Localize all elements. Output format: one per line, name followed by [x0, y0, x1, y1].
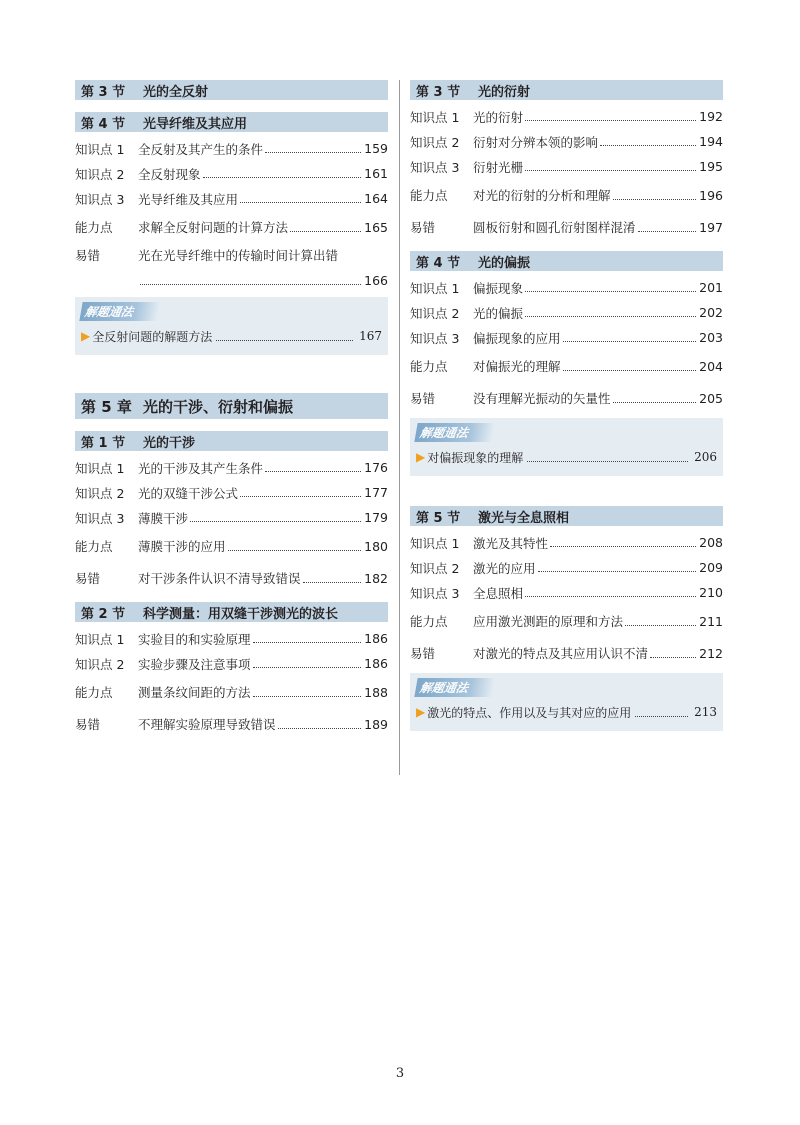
- entry-page: 188: [364, 684, 388, 700]
- entry-label: 知识点 2: [410, 305, 460, 321]
- toc-entry[interactable]: [75, 186, 388, 211]
- triangle-bullet-icon: ▶: [416, 450, 426, 464]
- left-column: [75, 80, 388, 740]
- toc-entry[interactable]: [75, 455, 388, 480]
- entry-title: 光在光导纤维中的传输时间计算出错: [138, 248, 339, 263]
- dot-leader: [638, 231, 696, 232]
- entry-page: 182: [364, 570, 388, 586]
- entry-page: 203: [699, 330, 723, 345]
- dot-leader: [203, 177, 361, 178]
- method-box: [410, 673, 723, 731]
- entry-title: 衍射对分辨本领的影响: [473, 134, 599, 150]
- dot-leader: [563, 370, 696, 371]
- dot-leader: [650, 657, 696, 658]
- toc-entry[interactable]: [75, 676, 388, 708]
- entry-page: 192: [699, 109, 723, 124]
- triangle-bullet-icon: ▶: [416, 705, 426, 719]
- dot-leader: [527, 461, 688, 462]
- toc-entry[interactable]: [75, 562, 388, 594]
- entry-label: 易错: [410, 646, 436, 661]
- toc-entry[interactable]: [410, 325, 723, 350]
- entry-title: 测量条纹间距的方法: [138, 685, 251, 700]
- entry-title: 对光的衍射的分析和理解: [473, 188, 611, 203]
- dot-leader: [265, 152, 361, 153]
- dot-leader: [240, 202, 361, 203]
- entry-page: 186: [364, 631, 388, 646]
- entry-page: 197: [699, 219, 723, 235]
- section-header: [410, 251, 723, 271]
- toc-entry[interactable]: [410, 104, 723, 129]
- toc-entry[interactable]: [410, 605, 723, 637]
- entry-page: 195: [699, 159, 723, 174]
- entry-title: 全反射现象: [138, 166, 201, 182]
- dot-leader: [240, 496, 361, 497]
- entry-page: 196: [699, 187, 723, 203]
- section-header: [410, 80, 723, 100]
- toc-entry[interactable]: [410, 350, 723, 382]
- toc-entry[interactable]: [410, 382, 723, 414]
- toc-entry[interactable]: [410, 580, 723, 605]
- entry-label: 知识点 2: [410, 134, 460, 150]
- method-tag: 解题通法: [79, 302, 160, 321]
- entry-label: 知识点 3: [75, 191, 125, 207]
- toc-entry[interactable]: [75, 136, 388, 161]
- section-title: 光的衍射: [478, 84, 531, 100]
- method-title: 对偏振现象的理解: [427, 450, 524, 465]
- entry-page: 177: [364, 485, 388, 500]
- dot-leader: [600, 145, 696, 146]
- entry-label: 知识点 1: [75, 141, 125, 157]
- section-number: 第 3 节: [416, 84, 461, 100]
- dot-leader: [525, 170, 696, 171]
- toc-entry[interactable]: [75, 211, 388, 243]
- toc-entry[interactable]: [410, 154, 723, 179]
- entry-label: 能力点: [75, 685, 113, 700]
- toc-entry[interactable]: [75, 651, 388, 676]
- entry-page: 186: [364, 656, 388, 671]
- entry-title: 衍射光栅: [473, 159, 524, 175]
- entry-label: 知识点 1: [410, 109, 460, 125]
- dot-leader: [253, 667, 361, 668]
- toc-entry[interactable]: [75, 708, 388, 740]
- entry-page: 205: [699, 390, 723, 406]
- toc-entry[interactable]: [75, 161, 388, 186]
- entry-title: 不理解实验原理导致错误: [138, 717, 276, 732]
- dot-leader: [525, 596, 696, 597]
- entry-label: 知识点 2: [75, 656, 125, 672]
- toc-entry[interactable]: [410, 555, 723, 580]
- method-page: 213: [694, 705, 717, 719]
- method-page: 167: [359, 329, 382, 343]
- dot-leader: [265, 471, 361, 472]
- entry-title: 光的双缝干涉公式: [138, 485, 239, 501]
- entry-label: 易错: [410, 391, 436, 406]
- dot-leader: [253, 642, 361, 643]
- toc-entry[interactable]: [75, 243, 388, 293]
- entry-page: 209: [699, 560, 723, 575]
- dot-leader: [278, 728, 361, 729]
- entry-page: 180: [364, 538, 388, 554]
- entry-title: 全反射及其产生的条件: [138, 141, 264, 157]
- entry-label: 知识点 2: [410, 560, 460, 576]
- section-header: [75, 112, 388, 132]
- right-column: [410, 80, 723, 731]
- entry-title: 实验步骤及注意事项: [138, 656, 251, 672]
- entry-label: 知识点 1: [410, 280, 460, 296]
- method-entry[interactable]: [81, 325, 382, 347]
- toc-entry[interactable]: [410, 530, 723, 555]
- method-title: 全反射问题的解题方法: [92, 329, 213, 344]
- section-title: 光的干涉: [143, 435, 196, 451]
- section-number: 第 2 节: [81, 606, 126, 622]
- section-number: 第 4 节: [81, 116, 126, 132]
- entry-page: 164: [364, 191, 388, 206]
- dot-leader: [613, 199, 696, 200]
- entry-label: 能力点: [410, 359, 448, 374]
- method-page: 206: [694, 450, 717, 464]
- entry-label: 知识点 3: [410, 330, 460, 346]
- entry-title: 薄膜干涉的应用: [138, 539, 226, 554]
- section-number: 第 3 节: [81, 84, 126, 100]
- entry-label: 能力点: [410, 188, 448, 203]
- entry-title: 没有理解光振动的矢量性: [473, 391, 611, 406]
- entry-label: 能力点: [75, 220, 113, 235]
- method-box: [410, 418, 723, 476]
- entry-label: 知识点 1: [75, 631, 125, 647]
- entry-page: 202: [699, 305, 723, 320]
- section-number: 第 1 节: [81, 435, 126, 451]
- section-title: 科学测量：用双缝干涉测光的波长: [143, 606, 339, 622]
- entry-title: 光的干涉及其产生条件: [138, 460, 264, 476]
- section-title: 光的全反射: [143, 84, 209, 100]
- entry-title: 实验目的和实验原理: [138, 631, 251, 647]
- entry-page: 212: [699, 645, 723, 661]
- dot-leader: [228, 550, 361, 551]
- entry-page: 201: [699, 280, 723, 295]
- toc-entry[interactable]: [410, 129, 723, 154]
- entry-title: 求解全反射问题的计算方法: [138, 220, 289, 235]
- entry-label: 知识点 1: [75, 460, 125, 476]
- chapter-number: 第 5 章: [81, 397, 132, 416]
- entry-title: 偏振现象的应用: [473, 330, 561, 346]
- entry-title: 偏振现象: [473, 280, 524, 296]
- column-divider: [399, 80, 400, 775]
- entry-page: 176: [364, 460, 388, 475]
- entry-page: 161: [364, 166, 388, 181]
- entry-title: 激光的应用: [473, 560, 536, 576]
- entry-label: 知识点 3: [75, 510, 125, 526]
- dot-leader: [216, 340, 353, 341]
- entry-page: 210: [699, 585, 723, 600]
- method-box: [75, 297, 388, 355]
- entry-title: 圆板衍射和圆孔衍射图样混淆: [473, 220, 636, 235]
- toc-entry[interactable]: [75, 626, 388, 651]
- section-header: [75, 80, 388, 100]
- method-tag: 解题通法: [414, 423, 495, 442]
- toc-entry[interactable]: [75, 505, 388, 530]
- chapter-title: 光的干涉、衍射和偏振: [143, 397, 294, 416]
- entry-label: 知识点 1: [410, 535, 460, 551]
- section-number: 第 4 节: [416, 255, 461, 271]
- entry-title: 对干涉条件认识不清导致错误: [138, 571, 301, 586]
- section-title: 激光与全息照相: [478, 510, 570, 526]
- toc-entry[interactable]: [410, 179, 723, 211]
- dot-leader: [525, 316, 696, 317]
- entry-label: 知识点 2: [75, 485, 125, 501]
- dot-leader: [190, 521, 361, 522]
- entry-label: 知识点 2: [75, 166, 125, 182]
- entry-page: 159: [364, 141, 388, 156]
- entry-title: 对偏振光的理解: [473, 359, 561, 374]
- section-header: [75, 431, 388, 451]
- entry-label: 易错: [410, 220, 436, 235]
- entry-label: 知识点 3: [410, 585, 460, 601]
- entry-page: 165: [364, 219, 388, 235]
- dot-leader: [140, 284, 361, 285]
- method-tag: 解题通法: [414, 678, 495, 697]
- dot-leader: [538, 571, 696, 572]
- entry-page: 194: [699, 134, 723, 149]
- dot-leader: [303, 582, 361, 583]
- toc-entry[interactable]: [75, 480, 388, 505]
- entry-page: 211: [699, 613, 723, 629]
- method-entry[interactable]: [416, 701, 717, 723]
- entry-title: 光导纤维及其应用: [138, 191, 239, 207]
- dot-leader: [563, 341, 696, 342]
- entry-page: 166: [364, 272, 388, 288]
- entry-label: 易错: [75, 248, 101, 263]
- section-title: 光导纤维及其应用: [143, 116, 248, 132]
- entry-title: 应用激光测距的原理和方法: [473, 614, 624, 629]
- entry-page: 204: [699, 358, 723, 374]
- entry-page: 208: [699, 535, 723, 550]
- dot-leader: [550, 546, 696, 547]
- dot-leader: [525, 291, 696, 292]
- toc-entry[interactable]: [410, 637, 723, 669]
- entry-label: 知识点 3: [410, 159, 460, 175]
- dot-leader: [525, 120, 696, 121]
- toc-entry[interactable]: [410, 211, 723, 243]
- entry-page: 179: [364, 510, 388, 525]
- entry-label: 能力点: [410, 614, 448, 629]
- entry-label: 易错: [75, 717, 101, 732]
- entry-title: 光的偏振: [473, 305, 524, 321]
- entry-title: 薄膜干涉: [138, 510, 189, 526]
- dot-leader: [253, 696, 361, 697]
- chapter-header: [75, 393, 388, 419]
- entry-title: 对激光的特点及其应用认识不清: [473, 646, 649, 661]
- section-header: [75, 602, 388, 622]
- dot-leader: [613, 402, 696, 403]
- dot-leader: [290, 231, 361, 232]
- method-entry[interactable]: [416, 446, 717, 468]
- entry-label: 能力点: [75, 539, 113, 554]
- entry-title: 激光及其特性: [473, 535, 549, 551]
- toc-entry[interactable]: [410, 275, 723, 300]
- dot-leader: [635, 716, 688, 717]
- triangle-bullet-icon: ▶: [81, 329, 91, 343]
- toc-entry[interactable]: [75, 530, 388, 562]
- method-title: 激光的特点、作用以及与其对应的应用: [427, 705, 632, 720]
- dot-leader: [625, 625, 696, 626]
- page-number: 3: [395, 1066, 405, 1081]
- toc-entry[interactable]: [410, 300, 723, 325]
- entry-label: 易错: [75, 571, 101, 586]
- section-header: [410, 506, 723, 526]
- entry-page: 189: [364, 716, 388, 732]
- section-number: 第 5 节: [416, 510, 461, 526]
- entry-title: 全息照相: [473, 585, 524, 601]
- entry-title: 光的衍射: [473, 109, 524, 125]
- section-title: 光的偏振: [478, 255, 531, 271]
